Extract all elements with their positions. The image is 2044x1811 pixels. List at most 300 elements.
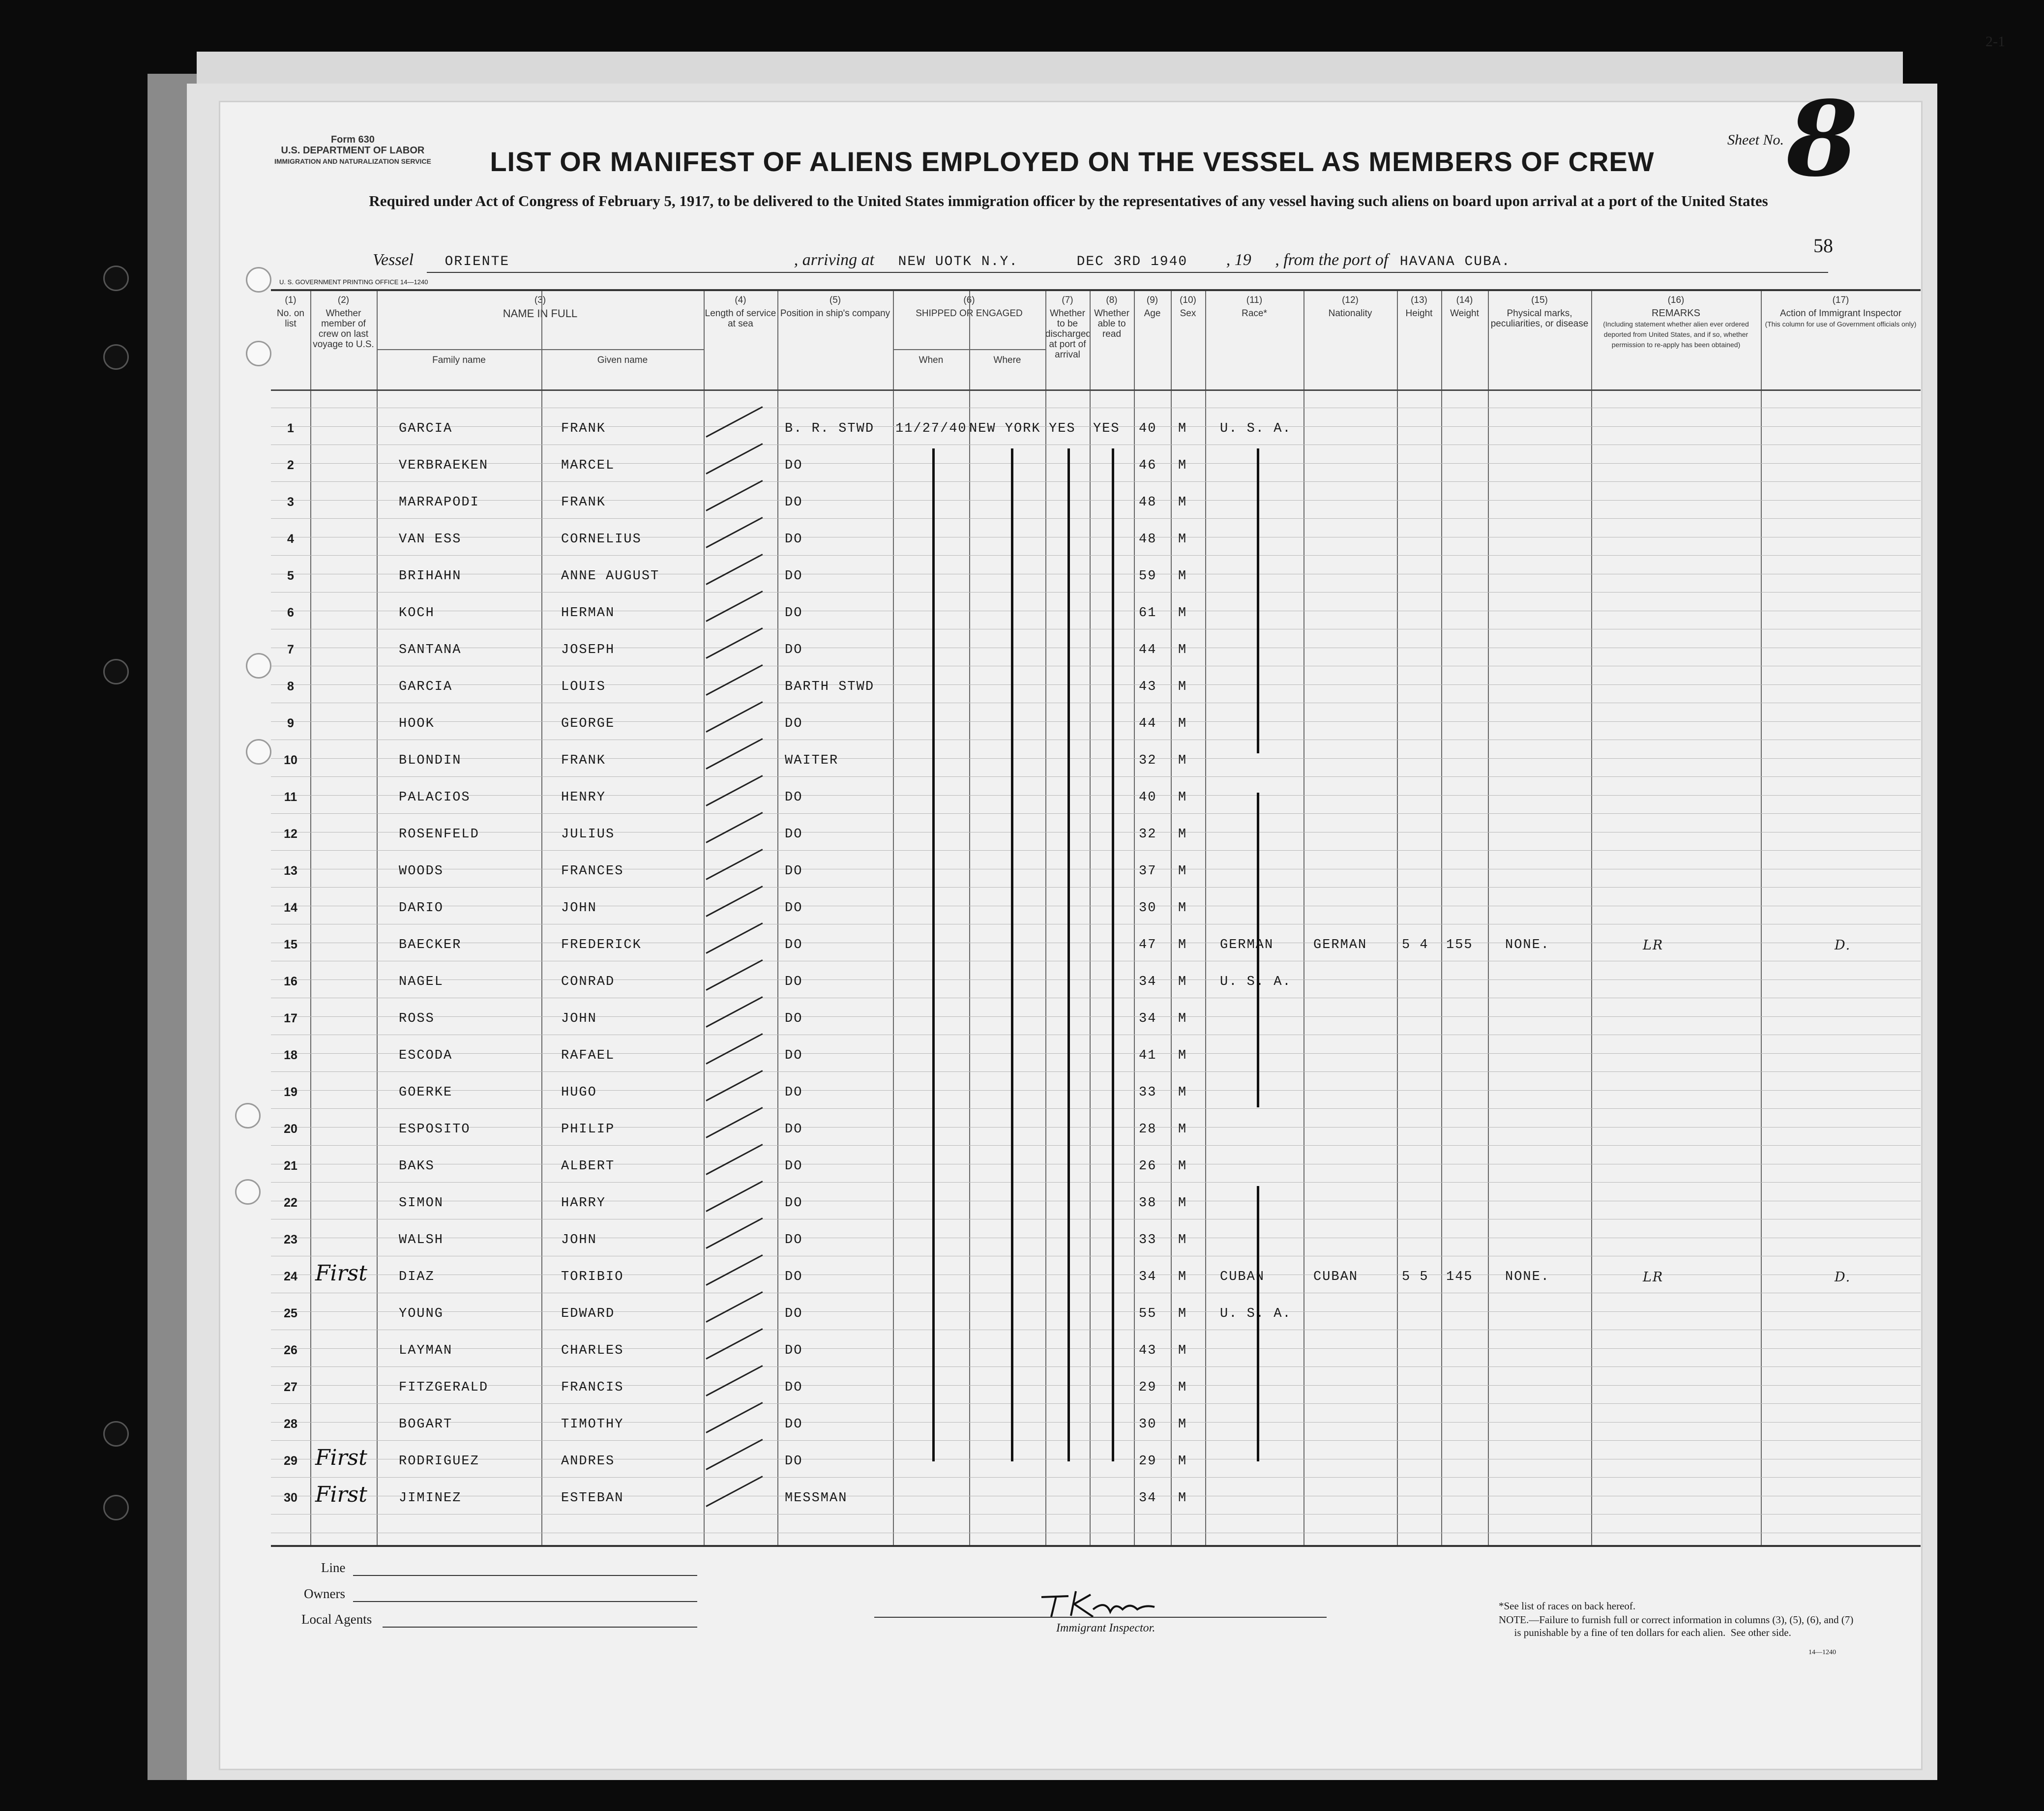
sex-cell: M bbox=[1178, 1233, 1187, 1247]
age-cell: 44 bbox=[1139, 643, 1157, 657]
col-header-position: (5) Position in ship's company bbox=[780, 295, 890, 319]
family-name-cell: JIMINEZ bbox=[399, 1491, 462, 1506]
position-cell: DO bbox=[785, 1380, 803, 1395]
ruled-line bbox=[271, 795, 1921, 796]
position-cell: DO bbox=[785, 495, 803, 510]
row-number: 19 bbox=[284, 1085, 297, 1099]
stamp-number: 58 bbox=[1813, 235, 1833, 257]
service-name: IMMIGRATION AND NATURALIZATION SERVICE bbox=[274, 157, 431, 165]
race-cell: U. S. A. bbox=[1220, 1306, 1292, 1321]
binder-hole bbox=[103, 1495, 129, 1520]
given-name-cell: HUGO bbox=[561, 1085, 597, 1100]
physical-marks-cell: NONE. bbox=[1505, 1270, 1550, 1284]
sex-cell: M bbox=[1178, 1196, 1187, 1211]
column-rule bbox=[704, 291, 705, 1545]
position-cell: DO bbox=[785, 1270, 803, 1284]
column-rule bbox=[1171, 291, 1172, 1545]
subheader-rule bbox=[377, 349, 704, 350]
vessel-line bbox=[373, 251, 1511, 269]
column-rule bbox=[377, 291, 378, 1545]
col-header-read: (8) Whether able to read bbox=[1094, 295, 1129, 339]
form-code: 14—1240 bbox=[1808, 1649, 1836, 1656]
row-number: 18 bbox=[284, 1048, 297, 1062]
column-rule bbox=[1397, 291, 1398, 1545]
given-name-cell: HENRY bbox=[561, 790, 606, 805]
row-number: 16 bbox=[284, 975, 297, 988]
sex-cell: M bbox=[1178, 643, 1187, 657]
service-checkmark bbox=[706, 1070, 763, 1101]
able-to-read-cell: YES bbox=[1093, 421, 1120, 436]
row-number: 21 bbox=[284, 1159, 297, 1173]
ruled-line bbox=[271, 1127, 1921, 1128]
family-name-cell: FITZGERALD bbox=[399, 1380, 489, 1395]
ruled-line bbox=[271, 1182, 1921, 1183]
position-cell: DO bbox=[785, 1233, 803, 1247]
sex-cell: M bbox=[1178, 753, 1187, 768]
ruled-line bbox=[271, 721, 1921, 722]
service-checkmark bbox=[706, 517, 763, 548]
ruled-line bbox=[271, 887, 1921, 888]
age-cell: 41 bbox=[1139, 1048, 1157, 1063]
ruled-line bbox=[271, 776, 1921, 777]
col-header-service: (4) Length of service at sea bbox=[705, 295, 776, 329]
header-rule bbox=[271, 389, 1921, 391]
position-cell: DO bbox=[785, 790, 803, 805]
age-cell: 46 bbox=[1139, 458, 1157, 473]
ruled-line bbox=[271, 518, 1921, 519]
given-name-cell: ANDRES bbox=[561, 1454, 615, 1469]
sex-cell: M bbox=[1178, 569, 1187, 584]
shipped-where-cell: NEW YORK bbox=[969, 421, 1041, 436]
sex-cell: M bbox=[1178, 716, 1187, 731]
age-cell: 38 bbox=[1139, 1196, 1157, 1211]
inspector-line bbox=[874, 1617, 1327, 1618]
ruled-line bbox=[271, 1108, 1921, 1109]
prior-voyage-handwritten: First bbox=[315, 1445, 367, 1470]
height-cell: 5 4 bbox=[1402, 938, 1429, 952]
family-name-cell: DIAZ bbox=[399, 1270, 435, 1284]
race-cell: U. S. A. bbox=[1220, 421, 1292, 436]
ruled-line bbox=[271, 1311, 1921, 1312]
line-label: Line bbox=[321, 1560, 346, 1575]
family-name-cell: LAYMAN bbox=[399, 1343, 453, 1358]
column-rule bbox=[1761, 291, 1762, 1545]
given-name-cell: PHILIP bbox=[561, 1122, 615, 1137]
sex-cell: M bbox=[1178, 495, 1187, 510]
service-checkmark bbox=[706, 1439, 763, 1470]
position-cell: DO bbox=[785, 827, 803, 842]
position-cell: DO bbox=[785, 1196, 803, 1211]
position-cell: DO bbox=[785, 569, 803, 584]
age-cell: 40 bbox=[1139, 421, 1157, 436]
sex-cell: M bbox=[1178, 1159, 1187, 1174]
arriving-label: , arriving at bbox=[794, 251, 875, 269]
service-checkmark bbox=[706, 406, 763, 438]
height-cell: 5 5 bbox=[1402, 1270, 1429, 1284]
sex-cell: M bbox=[1178, 790, 1187, 805]
column-rule bbox=[310, 291, 311, 1545]
position-cell: DO bbox=[785, 716, 803, 731]
ruled-line bbox=[271, 1477, 1921, 1478]
given-name-cell: TORIBIO bbox=[561, 1270, 624, 1284]
sex-cell: M bbox=[1178, 1491, 1187, 1506]
service-checkmark bbox=[706, 959, 763, 991]
row-number: 3 bbox=[287, 495, 294, 509]
line-field bbox=[353, 1575, 697, 1576]
punch-hole bbox=[235, 1103, 261, 1128]
service-checkmark bbox=[706, 554, 763, 585]
age-cell: 26 bbox=[1139, 1159, 1157, 1174]
row-number: 29 bbox=[284, 1454, 297, 1468]
ruled-line bbox=[271, 758, 1921, 759]
races-note: *See list of races on back hereof. bbox=[1499, 1600, 1636, 1612]
family-name-cell: GARCIA bbox=[399, 421, 453, 436]
ditto-bar bbox=[1257, 448, 1259, 753]
col-header-discharged: (7) Whether to be discharged at port of arrival bbox=[1045, 295, 1091, 360]
given-name-cell: FREDERICK bbox=[561, 938, 642, 952]
given-name-cell: CHARLES bbox=[561, 1343, 624, 1358]
column-rule bbox=[777, 291, 778, 1545]
given-name-cell: FRANK bbox=[561, 753, 606, 768]
binder-hole bbox=[103, 344, 129, 370]
service-checkmark bbox=[706, 1328, 763, 1360]
given-name-cell: FRANK bbox=[561, 495, 606, 510]
family-name-cell: RODRIGUEZ bbox=[399, 1454, 479, 1469]
position-cell: DO bbox=[785, 901, 803, 916]
row-number: 22 bbox=[284, 1196, 297, 1210]
ditto-bar bbox=[1067, 448, 1070, 1461]
sex-cell: M bbox=[1178, 1454, 1187, 1469]
age-cell: 34 bbox=[1139, 975, 1157, 989]
row-number: 17 bbox=[284, 1011, 297, 1025]
row-number: 12 bbox=[284, 827, 297, 841]
owners-field bbox=[353, 1601, 697, 1602]
given-name-cell: ESTEBAN bbox=[561, 1491, 624, 1506]
sex-cell: M bbox=[1178, 1417, 1187, 1432]
given-name-cell: EDWARD bbox=[561, 1306, 615, 1321]
sex-cell: M bbox=[1178, 938, 1187, 952]
row-number: 9 bbox=[287, 716, 294, 730]
row-number: 14 bbox=[284, 901, 297, 915]
ditto-bar bbox=[932, 448, 935, 1461]
sex-cell: M bbox=[1178, 1380, 1187, 1395]
sex-cell: M bbox=[1178, 680, 1187, 694]
family-name-cell: WALSH bbox=[399, 1233, 444, 1247]
col-header-action: (17) Action of Immigrant Inspector (This column for use of Government officials only) bbox=[1765, 295, 1917, 328]
given-name-cell: JOHN bbox=[561, 901, 597, 916]
service-checkmark bbox=[706, 480, 763, 511]
sex-cell: M bbox=[1178, 1306, 1187, 1321]
weight-cell: 155 bbox=[1446, 938, 1473, 952]
position-cell: DO bbox=[785, 1011, 803, 1026]
corner-tag: 2-1 bbox=[1985, 33, 2005, 50]
punch-hole bbox=[246, 267, 271, 293]
sex-cell: M bbox=[1178, 1085, 1187, 1100]
given-name-cell: JOHN bbox=[561, 1233, 597, 1247]
family-name-cell: ESCODA bbox=[399, 1048, 453, 1063]
race-cell: U. S. A. bbox=[1220, 975, 1292, 989]
family-name-cell: KOCH bbox=[399, 606, 435, 621]
ruled-line bbox=[271, 592, 1921, 593]
sex-cell: M bbox=[1178, 901, 1187, 916]
row-number: 26 bbox=[284, 1343, 297, 1357]
sex-cell: M bbox=[1178, 1122, 1187, 1137]
given-name-cell: LOUIS bbox=[561, 680, 606, 694]
race-cell: GERMAN bbox=[1220, 938, 1274, 952]
service-checkmark bbox=[706, 443, 763, 475]
col-header-sex: (10) Sex bbox=[1180, 295, 1196, 319]
service-checkmark bbox=[706, 591, 763, 622]
race-cell: CUBAN bbox=[1220, 1270, 1265, 1284]
ruled-line bbox=[271, 1385, 1921, 1386]
age-cell: 29 bbox=[1139, 1380, 1157, 1395]
ditto-bar bbox=[1011, 448, 1013, 1461]
col-header-last-voyage: (2) Whether member of crew on last voyage to U.S. bbox=[313, 295, 374, 350]
service-checkmark bbox=[706, 1402, 763, 1433]
row-number: 1 bbox=[287, 421, 294, 435]
position-cell: DO bbox=[785, 532, 803, 547]
age-cell: 48 bbox=[1139, 495, 1157, 510]
col-header-name: (3) NAME IN FULL bbox=[503, 295, 578, 320]
service-checkmark bbox=[706, 1476, 763, 1507]
given-name-cell: ANNE AUGUST bbox=[561, 569, 660, 584]
discharged-cell: YES bbox=[1049, 421, 1076, 436]
family-name-cell: BAKS bbox=[399, 1159, 435, 1174]
col-header-nationality: (12) Nationality bbox=[1328, 295, 1372, 319]
family-name-cell: ROSENFELD bbox=[399, 827, 479, 842]
position-cell: BARTH STWD bbox=[785, 680, 875, 694]
remarks-cell: LR bbox=[1643, 938, 1664, 953]
sex-cell: M bbox=[1178, 975, 1187, 989]
service-checkmark bbox=[706, 1291, 763, 1323]
sheet-label: Sheet No. bbox=[1727, 132, 1784, 148]
row-number: 8 bbox=[287, 680, 294, 693]
ruled-line bbox=[271, 1366, 1921, 1367]
manifest-sheet bbox=[219, 33, 2005, 1770]
age-cell: 37 bbox=[1139, 864, 1157, 879]
age-cell: 40 bbox=[1139, 790, 1157, 805]
age-cell: 32 bbox=[1139, 753, 1157, 768]
service-checkmark bbox=[706, 996, 763, 1028]
row-number: 23 bbox=[284, 1233, 297, 1247]
sex-cell: M bbox=[1178, 1343, 1187, 1358]
service-checkmark bbox=[706, 775, 763, 806]
binder-hole bbox=[103, 266, 129, 291]
physical-marks-cell: NONE. bbox=[1505, 938, 1550, 952]
column-rule bbox=[1205, 291, 1206, 1545]
given-name-cell: TIMOTHY bbox=[561, 1417, 624, 1432]
ruled-line bbox=[271, 481, 1921, 482]
shipped-when-cell: 11/27/40 bbox=[895, 421, 967, 436]
punch-hole bbox=[246, 739, 271, 765]
age-cell: 43 bbox=[1139, 680, 1157, 694]
row-number: 30 bbox=[284, 1491, 297, 1505]
column-rule bbox=[541, 291, 542, 1545]
position-cell: DO bbox=[785, 1454, 803, 1469]
given-name-cell: MARCEL bbox=[561, 458, 615, 473]
owners-label: Owners bbox=[304, 1586, 345, 1601]
ruled-line bbox=[271, 500, 1921, 501]
ditto-bar bbox=[1112, 448, 1114, 1461]
family-name-cell: NAGEL bbox=[399, 975, 444, 989]
service-checkmark bbox=[706, 922, 763, 954]
family-name-cell: BOGART bbox=[399, 1417, 453, 1432]
family-name-cell: BAECKER bbox=[399, 938, 462, 952]
position-cell: DO bbox=[785, 975, 803, 989]
row-number: 24 bbox=[284, 1270, 297, 1283]
family-name-cell: PALACIOS bbox=[399, 790, 471, 805]
row-number: 5 bbox=[287, 569, 294, 583]
col-header-no: (1) No. on list bbox=[277, 295, 304, 329]
service-checkmark bbox=[706, 664, 763, 696]
age-cell: 34 bbox=[1139, 1011, 1157, 1026]
service-checkmark bbox=[706, 886, 763, 917]
fine-note: NOTE.—Failure to furnish full or correct information in columns (3), (5), (6), and (7) is punishable by a fine of ten dollars for each alien. See other side. bbox=[1499, 1614, 1854, 1638]
punch-hole bbox=[235, 1179, 261, 1205]
ditto-bar bbox=[1257, 1186, 1259, 1461]
row-number: 25 bbox=[284, 1306, 297, 1320]
binder-hole bbox=[103, 1421, 129, 1447]
ruled-line bbox=[271, 1145, 1921, 1146]
printer-line: U. S. GOVERNMENT PRINTING OFFICE 14—1240 bbox=[279, 278, 428, 286]
weight-cell: 145 bbox=[1446, 1270, 1473, 1284]
col-header-height: (13) Height bbox=[1405, 295, 1433, 319]
family-name-cell: BLONDIN bbox=[399, 753, 462, 768]
arrival-date: DEC 3RD 1940 bbox=[1076, 254, 1188, 269]
subheader-rule bbox=[893, 349, 1045, 350]
age-cell: 33 bbox=[1139, 1233, 1157, 1247]
column-rule bbox=[1134, 291, 1135, 1545]
service-checkmark bbox=[706, 738, 763, 770]
vessel-name: ORIENTE bbox=[444, 254, 510, 269]
position-cell: DO bbox=[785, 606, 803, 621]
ruled-line bbox=[271, 1348, 1921, 1349]
age-cell: 34 bbox=[1139, 1491, 1157, 1506]
ruled-line bbox=[271, 1071, 1921, 1072]
punch-hole bbox=[246, 653, 271, 679]
col-header-family-name: Family name bbox=[432, 355, 486, 365]
ruled-line bbox=[271, 1403, 1921, 1404]
column-rule bbox=[1591, 291, 1592, 1545]
given-name-cell: HERMAN bbox=[561, 606, 615, 621]
sex-cell: M bbox=[1178, 827, 1187, 842]
column-rule bbox=[1090, 291, 1091, 1545]
sheet-number: 8 bbox=[1786, 78, 1859, 200]
age-cell: 34 bbox=[1139, 1270, 1157, 1284]
given-name-cell: HARRY bbox=[561, 1196, 606, 1211]
action-cell: D. bbox=[1835, 1270, 1851, 1285]
action-cell: D. bbox=[1835, 938, 1851, 953]
given-name-cell: JOHN bbox=[561, 1011, 597, 1026]
column-rule bbox=[893, 291, 894, 1545]
col-header-remarks: (16) REMARKS (Including statement whether alien ever ordered deported from United States, and if so, whether permission to re-apply has been obtained) bbox=[1603, 295, 1749, 349]
ruled-line bbox=[271, 1053, 1921, 1054]
col-header-where: Where bbox=[993, 355, 1021, 365]
family-name-cell: ROSS bbox=[399, 1011, 435, 1026]
col-header-shipped: (6) SHIPPED OR ENGAGED bbox=[916, 295, 1023, 319]
row-number: 20 bbox=[284, 1122, 297, 1136]
row-number: 13 bbox=[284, 864, 297, 878]
ditto-bar bbox=[1257, 793, 1259, 1107]
department-name: U.S. DEPARTMENT OF LABOR bbox=[281, 145, 425, 156]
arriving-port: NEW UOTK N.Y. bbox=[898, 254, 1019, 269]
age-cell: 32 bbox=[1139, 827, 1157, 842]
family-name-cell: GOERKE bbox=[399, 1085, 453, 1100]
family-name-cell: HOOK bbox=[399, 716, 435, 731]
sex-cell: M bbox=[1178, 606, 1187, 621]
age-cell: 47 bbox=[1139, 938, 1157, 952]
ruled-line bbox=[271, 463, 1921, 464]
given-name-cell: RAFAEL bbox=[561, 1048, 615, 1063]
sex-cell: M bbox=[1178, 421, 1187, 436]
given-name-cell: ALBERT bbox=[561, 1159, 615, 1174]
given-name-cell: JULIUS bbox=[561, 827, 615, 842]
family-name-cell: WOODS bbox=[399, 864, 444, 879]
prior-voyage-handwritten: First bbox=[315, 1261, 367, 1286]
year-label: , 19 bbox=[1226, 251, 1251, 269]
row-number: 11 bbox=[284, 790, 297, 804]
local-agents-field bbox=[383, 1627, 697, 1628]
position-cell: B. R. STWD bbox=[785, 421, 875, 436]
service-checkmark bbox=[706, 1033, 763, 1065]
form-number: Form 630 bbox=[330, 134, 375, 145]
remarks-cell: LR bbox=[1643, 1270, 1664, 1285]
age-cell: 33 bbox=[1139, 1085, 1157, 1100]
position-cell: DO bbox=[785, 1122, 803, 1137]
family-name-cell: SIMON bbox=[399, 1196, 444, 1211]
ruled-line bbox=[271, 1016, 1921, 1017]
service-checkmark bbox=[706, 812, 763, 843]
given-name-cell: FRANCES bbox=[561, 864, 624, 879]
ruled-line bbox=[271, 1422, 1921, 1423]
service-checkmark bbox=[706, 1254, 763, 1286]
row-number: 27 bbox=[284, 1380, 297, 1394]
position-cell: DO bbox=[785, 458, 803, 473]
age-cell: 44 bbox=[1139, 716, 1157, 731]
position-cell: DO bbox=[785, 643, 803, 657]
given-name-cell: GEORGE bbox=[561, 716, 615, 731]
row-number: 6 bbox=[287, 606, 294, 620]
sex-cell: M bbox=[1178, 532, 1187, 547]
row-number: 28 bbox=[284, 1417, 297, 1431]
page-subtitle: Required under Act of Congress of February 5, 1917, to be delivered to the United States immigration officer by the representatives of any vessel having such aliens on board upon arrival at a port of the United States bbox=[369, 192, 1768, 209]
age-cell: 59 bbox=[1139, 569, 1157, 584]
nationality-cell: GERMAN bbox=[1313, 938, 1367, 952]
vessel-label: Vessel bbox=[373, 251, 414, 269]
family-name-cell: BRIHAHN bbox=[399, 569, 462, 584]
col-header-when: When bbox=[918, 355, 944, 365]
age-cell: 48 bbox=[1139, 532, 1157, 547]
age-cell: 29 bbox=[1139, 1454, 1157, 1469]
service-checkmark bbox=[706, 1107, 763, 1138]
inspector-label: Immigrant Inspector. bbox=[1056, 1622, 1155, 1634]
vessel-underline bbox=[427, 272, 1828, 273]
service-checkmark bbox=[706, 849, 763, 880]
row-number: 10 bbox=[284, 753, 297, 767]
position-cell: DO bbox=[785, 1306, 803, 1321]
prior-voyage-handwritten: First bbox=[315, 1482, 367, 1507]
binder-hole bbox=[103, 659, 129, 684]
inspector-signature bbox=[1032, 1582, 1169, 1622]
from-label: , from the port of bbox=[1275, 251, 1389, 269]
given-name-cell: CONRAD bbox=[561, 975, 615, 989]
local-agents-label: Local Agents bbox=[301, 1612, 372, 1627]
family-name-cell: DARIO bbox=[399, 901, 444, 916]
family-name-cell: ESPOSITO bbox=[399, 1122, 471, 1137]
position-cell: DO bbox=[785, 938, 803, 952]
row-number: 7 bbox=[287, 643, 294, 656]
page-title: LIST OR MANIFEST OF ALIENS EMPLOYED ON THE VESSEL AS MEMBERS OF CREW bbox=[490, 146, 1655, 177]
